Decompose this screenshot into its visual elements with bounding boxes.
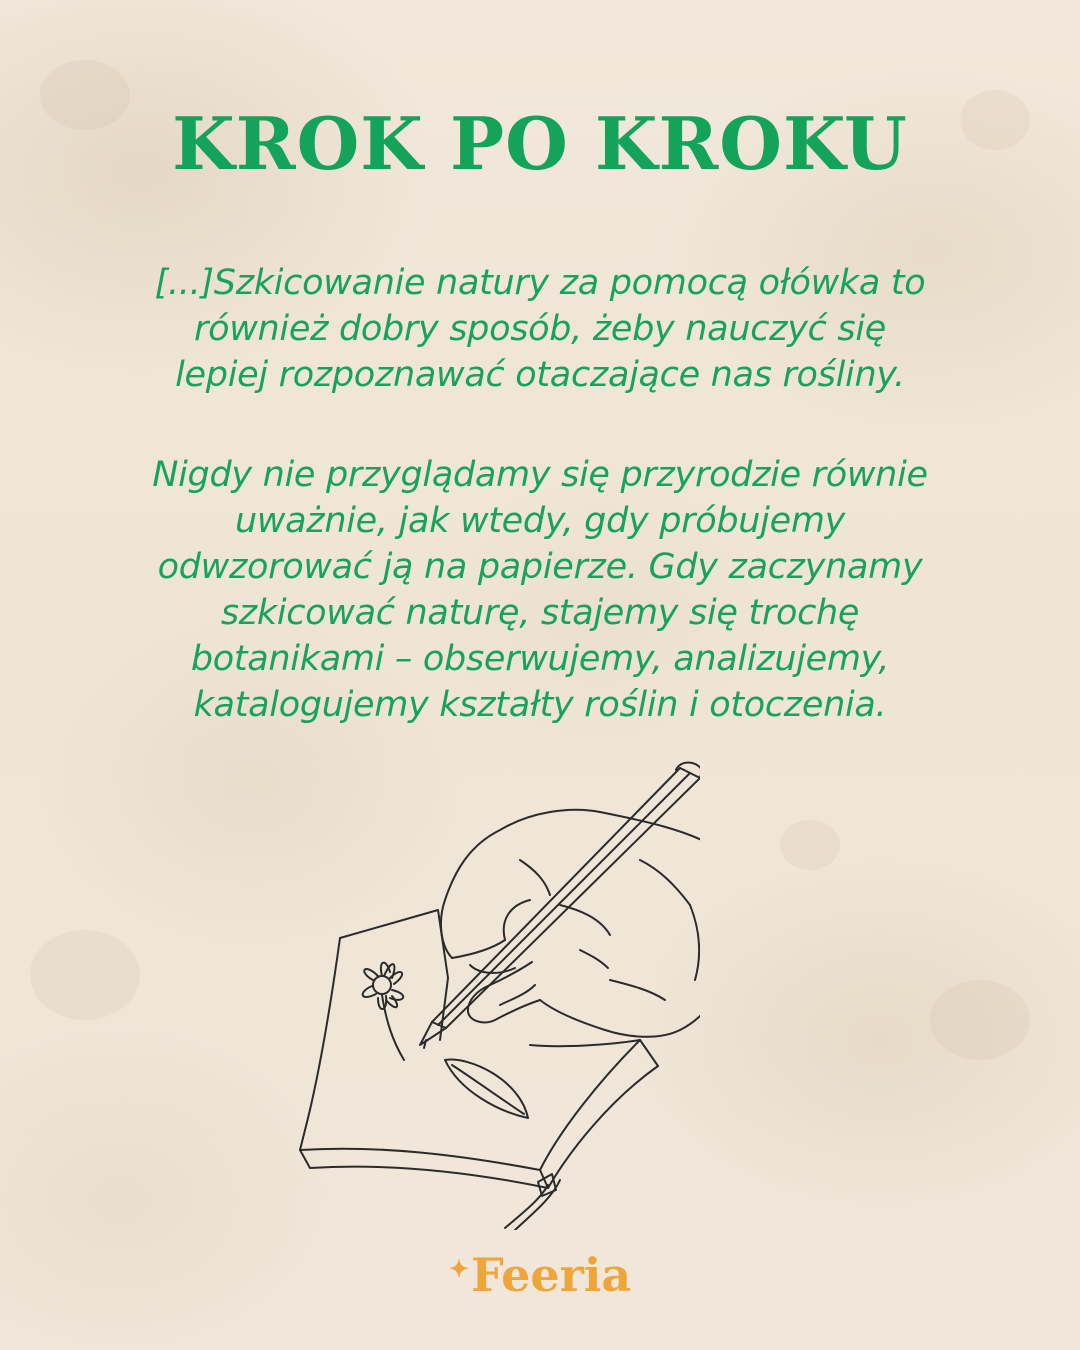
brand-logo [0, 1248, 1080, 1302]
paragraph-line: uważnie, jak wtedy, gdy próbujemy [234, 501, 846, 541]
intro-paragraph [40, 260, 1040, 398]
brand-logo-text: Feeria [470, 1248, 632, 1302]
paragraph-line: szkicować naturę, stajemy się trochę [220, 593, 860, 633]
paragraph-line: katalogujemy kształty roślin i otoczenia. [193, 685, 887, 725]
main-paragraph [40, 452, 1040, 728]
hand-drawing-flower-sketch-icon [280, 750, 700, 1230]
paper-stain [30, 930, 140, 1020]
paper-stain [930, 980, 1030, 1060]
paragraph-line: również dobry sposób, żeby nauczyć się [194, 309, 886, 349]
paragraph-line: lepiej rozpoznawać otaczające nas rośliny. [175, 355, 905, 395]
sparkle-icon: ✦ [448, 1254, 469, 1283]
paragraph-line: [...]Szkicowanie natury za pomocą ołówka to [154, 263, 926, 303]
paragraph-line: botanikami – obserwujemy, analizujemy, [190, 639, 890, 679]
paper-stain [780, 820, 840, 870]
paragraph-line: Nigdy nie przyglądamy się przyrodzie równie [152, 455, 928, 495]
page-title: KROK PO KROKU [172, 101, 908, 186]
paragraph-line: odwzorować ją na papierze. Gdy zaczynamy [157, 547, 923, 587]
